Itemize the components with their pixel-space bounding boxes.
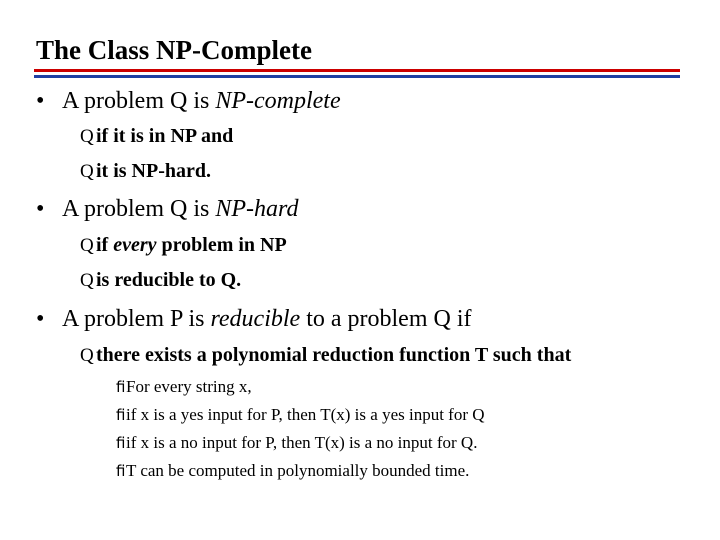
sub-item-text: there exists a polynomial reduction function T such that xyxy=(96,344,572,366)
slide-title: The Class NP-Complete xyxy=(36,35,312,65)
bullet-1-text: A problem Q is xyxy=(62,88,216,114)
q-marker-icon: Q xyxy=(80,235,94,256)
sub-sub-item-text: if x is a yes input for P, then T(x) is a yes input for Q xyxy=(126,405,485,424)
bullet-3-text-end: to a problem Q if xyxy=(300,306,472,332)
bullet-icon: • xyxy=(36,306,45,332)
sub-sub-item-text: For every string x, xyxy=(126,377,252,396)
bullet-3-term: reducible xyxy=(210,306,301,332)
sub-sub-item-3 xyxy=(116,432,477,454)
sub-sub-item-text: if x is a no input for P, then T(x) is a no input for Q. xyxy=(126,433,478,452)
sub-item-text: if xyxy=(96,234,114,256)
sub-item-text: it is NP-hard. xyxy=(96,160,211,182)
bullet-1-term: NP-complete xyxy=(215,88,341,114)
sub-item-text: is reducible to Q. xyxy=(96,269,242,291)
arrow-marker-icon: ﬁ xyxy=(116,406,126,424)
bullet-2-text: A problem Q is xyxy=(62,196,216,222)
bullet-2 xyxy=(36,194,298,224)
sub-sub-item-1 xyxy=(116,376,252,398)
sub-item-text-end: problem in NP xyxy=(156,234,287,256)
arrow-marker-icon: ﬁ xyxy=(116,378,126,396)
bullet-3-text: A problem P is xyxy=(62,306,211,332)
bullet-1 xyxy=(36,86,341,116)
arrow-marker-icon: ﬁ xyxy=(116,434,126,452)
bullet-3-sub-1 xyxy=(80,342,571,369)
bullet-1-sub-1 xyxy=(80,123,233,150)
sub-sub-item-text: T can be computed in polynomially bounded time. xyxy=(126,461,470,480)
title-rule-blue xyxy=(34,75,680,78)
sub-item-emphasis: every xyxy=(113,234,157,256)
q-marker-icon: Q xyxy=(80,270,94,291)
bullet-icon: • xyxy=(36,196,45,222)
bullet-3 xyxy=(36,304,472,334)
arrow-marker-icon: ﬁ xyxy=(116,462,126,480)
bullet-1-sub-2 xyxy=(80,158,211,185)
q-marker-icon: Q xyxy=(80,161,94,182)
title-rule-red xyxy=(34,69,680,72)
bullet-2-sub-2 xyxy=(80,267,241,294)
bullet-2-sub-1 xyxy=(80,232,287,259)
bullet-icon: • xyxy=(36,88,45,114)
sub-sub-item-4 xyxy=(116,460,469,482)
q-marker-icon: Q xyxy=(80,345,94,366)
sub-item-text: if it is in NP and xyxy=(96,125,234,147)
bullet-2-term: NP-hard xyxy=(215,196,299,222)
sub-sub-item-2 xyxy=(116,404,485,426)
q-marker-icon: Q xyxy=(80,126,94,147)
